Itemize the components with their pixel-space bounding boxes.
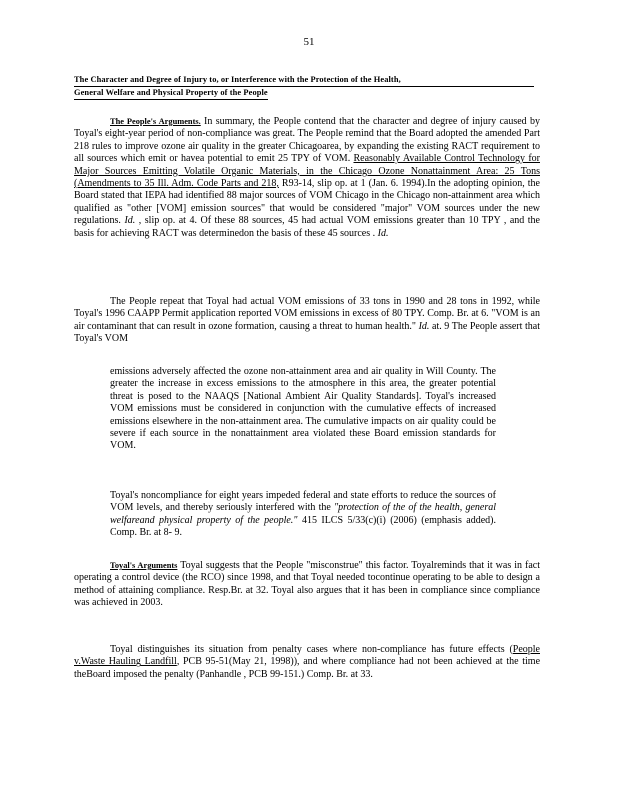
paragraph-people-repeat: [74, 296, 540, 346]
block-quote-noncompliance: [110, 490, 496, 540]
block-quote-emissions: emissions adversely affected the ozone non-attainment area and air quality in Will County. The greater the increase in excess emissions to the atmosphere in this area, the greater potential threat is posed to the NAAQS [National Ambient Air Quality Standards]. Toyal's increased VOM emissions must be considered in conjunction with the cumulative effects of increased emissions elsewhere in the non-attainment area. The cumulative impacts on air quality could be severe if each source in the nonattainment area violated these Board emission standards for VOM.: [110, 366, 496, 452]
p4-text-b: , PCB 95-51(May 21, 1998)), and where compliance had not been achieved at the time theBoard imposed the penalty (Panhandle , PCB 99-151.) Comp. Br. at 33.: [74, 656, 541, 680]
p4-text-a: Toyal distinguishes its situation from penalty cases where non-compliance has future effects (: [110, 644, 513, 655]
p1-text-a: In summary, the People contend that the character and degree of injury caused by Toyal's eight-year period of non-compliance was great. The People remind that the Board adopted the amended Part 218 rules to improve ozone air quality in the greater Chicagoarea, by expanding the existing RACT requirement to all sources which emit or havea potential to emit 25 TPY of VOM.: [74, 116, 540, 165]
quote2-text-a: Toyal's noncompliance for eight years impeded federal and state efforts to reduce the sources of VOM levels, and thereby seriously interfered with the: [110, 490, 496, 514]
p3-text: Toyal suggests that the People "misconstrue" this factor. Toyalreminds that it was in fact operating a control device (the RCO) since 1998, and that Toyal needed tocontinue operating to be able to design a method of attaining compliance. Resp.Br. at 32. Toyal also argues that it has been in compliance since compliance was achieved in 2003.: [74, 560, 540, 609]
subheading-peoples-arguments: The People's Arguments.: [110, 117, 201, 126]
subheading-toyals-arguments: Toyal's Arguments: [110, 561, 178, 570]
section-heading-line1: The Character and Degree of Injury to, or Interference with the Protection of the Health,: [74, 74, 534, 87]
paragraph-toyal-distinguishes: [74, 644, 540, 681]
p2-text-b: at. 9 The People assert that Toyal's VOM: [74, 320, 540, 345]
quote2-text-b: 415 ILCS 5/33(c)(i) (2006) (emphasis added). Comp. Br. at 8- 9.: [110, 514, 496, 539]
paragraph-peoples-arguments: [74, 116, 540, 240]
page-number: 51: [303, 36, 315, 48]
p1-text-c: , slip op. at 4. Of these 88 sources, 45 had actual VOM emissions greater than 10 TPY , and the basis for achieving RACT was determinedon the basis of these 45 sources .: [74, 215, 540, 239]
section-heading-line2: General Welfare and Physical Property of the People: [74, 87, 268, 100]
p1-id1: Id.: [124, 215, 136, 227]
paragraph-toyals-arguments: [74, 560, 540, 610]
p4-citation: People v.Waste Hauling Landfill: [74, 644, 540, 668]
section-heading: [74, 74, 534, 100]
p1-text-b: R93-14, slip op. at 1 (Jan. 6. 1994).In the adopting opinion, the Board stated that IEPA had identified 88 major sources of VOM Chicago in the Chicago non-attainment area which qualified as "other [VOM] emission sources" that would be considered "major" VOM sources under the new regulations.: [74, 178, 540, 227]
p2-id: Id.: [418, 320, 430, 332]
quote2-italic: "protection of the of the health, general welfareand physical property of the people.": [110, 502, 496, 526]
p1-citation: Reasonably Available Control Technology for Major Sources Emitting Volatile Organic Materials, in the Chicago Ozone Nonattainment Area: 25 Tons (Amendments to 35 Ill. Adm. Code Parts and 218,: [74, 153, 540, 190]
p1-id2: Id.: [377, 227, 389, 239]
p2-text-a: The People repeat that Toyal had actual VOM emissions of 33 tons in 1990 and 28 tons in 1992, while Toyal's 1996 CAAPP Permit application reported VOM emissions in excess of 80 TPY. Comp. Br. at 6. "VOM is an air contaminant that can result in ozone formation, causing a threat to human health.": [74, 296, 540, 332]
